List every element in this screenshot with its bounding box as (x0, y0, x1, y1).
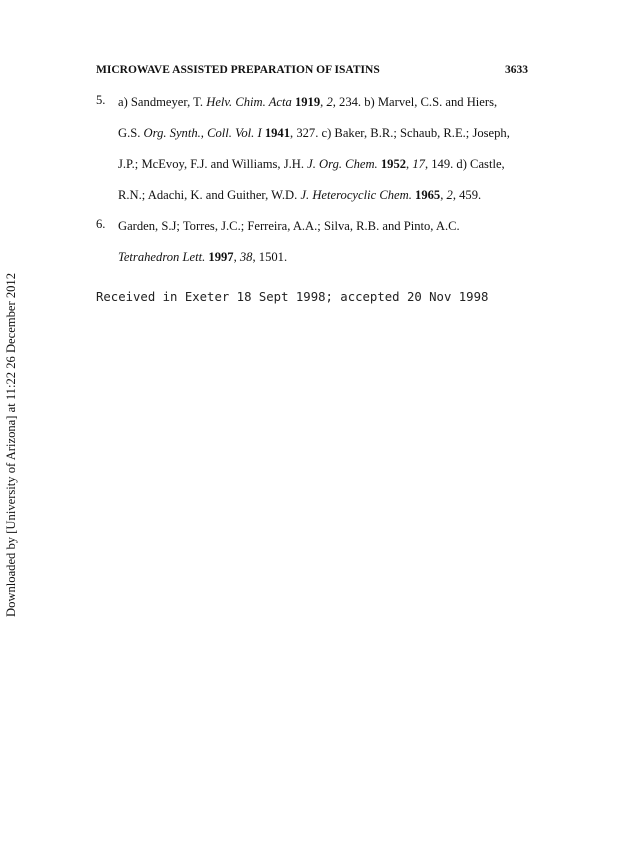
reference-text: J.P.; McEvoy, F.J. and Williams, J.H. (118, 157, 308, 171)
reference-text: , 234. b) Marvel, C.S. and Hiers, (332, 95, 498, 109)
italic-text: 38 (239, 250, 253, 264)
italic-text: J. Heterocyclic Chem. (300, 188, 412, 202)
reference-text: , (320, 95, 327, 109)
reference-text: R.N.; Adachi, K. and Guither, W.D. (118, 188, 301, 202)
reference-line (96, 248, 536, 279)
reference-text: , 327. c) Baker, B.R.; Schaub, R.E.; Joseph, (290, 126, 510, 140)
italic-text: 2 (326, 95, 333, 109)
bold-text: 1941 (264, 126, 291, 140)
reference-list (96, 93, 536, 279)
running-title: MICROWAVE ASSISTED PREPARATION OF ISATINS (96, 64, 380, 76)
italic-text: J. Org. Chem. (307, 157, 378, 171)
italic-text: Tetrahedron Lett. (118, 250, 206, 264)
reference-text: a) Sandmeyer, T. (118, 95, 207, 109)
download-watermark: Downloaded by [University of Arizona] at 11:22 26 December 2012 (4, 272, 18, 617)
reference-item (96, 217, 536, 279)
reference-number: 5. (96, 93, 106, 107)
bold-text: 1952 (380, 157, 407, 171)
italic-text: 17 (412, 157, 425, 171)
reference-text: G.S. (118, 126, 144, 140)
italic-text: Helv. Chim. Acta (206, 95, 292, 109)
bold-text: 1965 (415, 188, 441, 202)
reference-text: , 459. (452, 188, 482, 202)
reference-line (96, 93, 536, 124)
bold-text: 1919 (294, 95, 321, 109)
reference-line (96, 155, 536, 186)
reference-text: , (440, 188, 447, 202)
received-accepted-note: Received in Exeter 18 Sept 1998; accepted 20 Nov 1998 (96, 290, 489, 304)
reference-line (96, 186, 536, 217)
reference-line (96, 217, 536, 248)
reference-text: , (406, 157, 413, 171)
bold-text: 1997 (208, 250, 234, 264)
reference-item (96, 93, 536, 217)
reference-text: Garden, S.J; Torres, J.C.; Ferreira, A.A.; Silva, R.B. and Pinto, A.C. (118, 219, 460, 233)
italic-text: 2 (446, 188, 453, 202)
reference-text: , (233, 250, 240, 264)
reference-text: , 149. d) Castle, (424, 157, 505, 171)
italic-text: Org. Synth., Coll. Vol. I (143, 126, 262, 140)
page-number: 3633 (505, 64, 528, 76)
reference-text: , 1501. (252, 250, 288, 264)
reference-number: 6. (96, 217, 106, 231)
reference-line (96, 124, 536, 155)
